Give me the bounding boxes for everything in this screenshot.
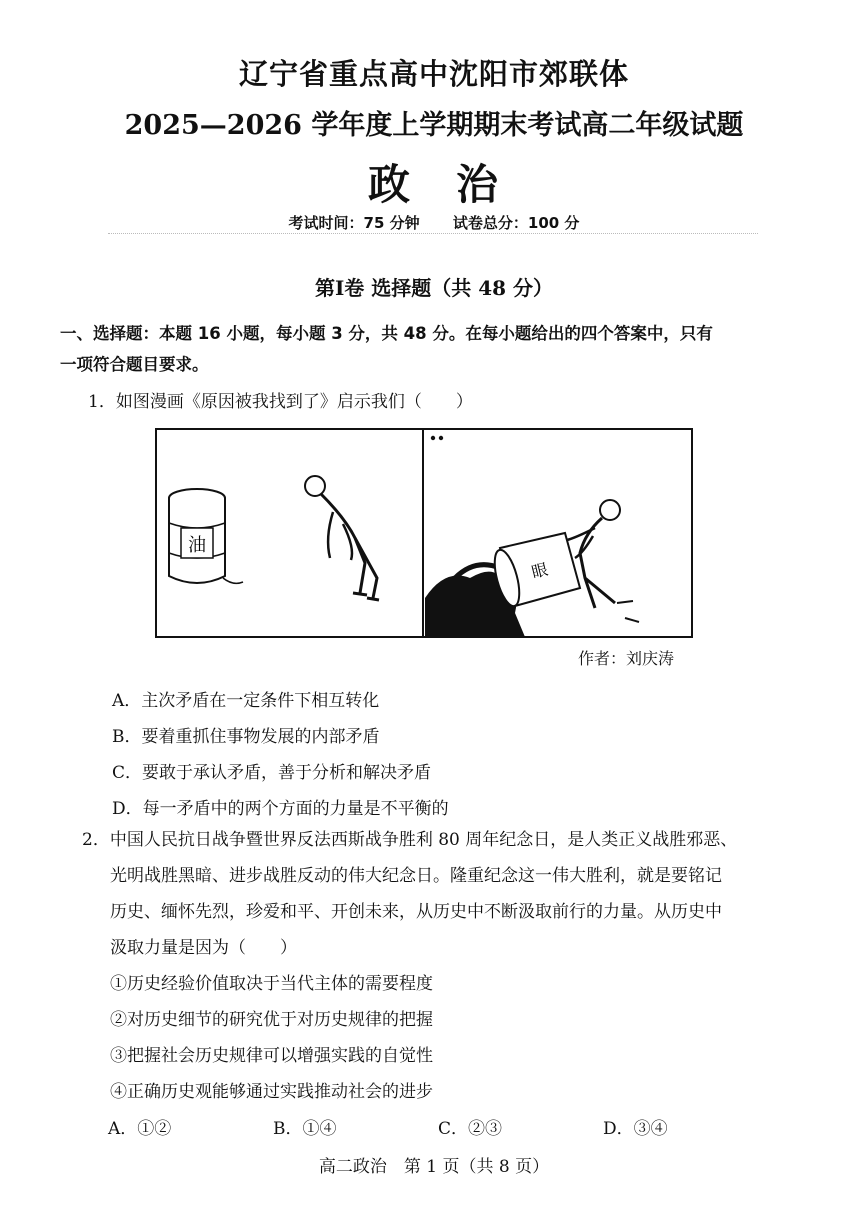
q2-choice-a: A．①② [108, 1119, 172, 1139]
q1-option-c: C．要敢于承认矛盾，善于分析和解决矛盾 [112, 763, 432, 783]
q2-choice-d: D．③④ [603, 1119, 668, 1139]
q1-option-d: D．每一矛盾中的两个方面的力量是不平衡的 [112, 799, 449, 819]
q2-statement-4: ④正确历史观能够通过实践推动社会的进步 [110, 1082, 433, 1102]
subject-title: 政 治 [367, 160, 500, 209]
section-title: 第Ⅰ卷 选择题（共 48 分） [314, 276, 554, 300]
q2-stem-line3: 历史、缅怀先烈，珍爱和平、开创未来，从历史中不断汲取前行的力量。从历史中 [110, 902, 722, 922]
cartoon-figure [155, 428, 693, 638]
instruction-line1: 一、选择题：本题 16 小题，每小题 3 分，共 48 分。在每小题给出的四个答案中，只有 [60, 324, 713, 343]
exam-time: 考试时间：75 分钟 [288, 214, 420, 232]
instruction-line2: 一项符合题目要求。 [60, 355, 209, 374]
barrel-left-label: 油 [188, 535, 206, 556]
exam-title-line2: 2025—2026 学年度上学期期末考试高二年级试题 [124, 110, 744, 141]
page-footer: 高二政治 第 1 页（共 8 页） [318, 1157, 550, 1177]
q2-statement-1: ①历史经验价值取决于当代主体的需要程度 [110, 974, 433, 994]
cartoon-credit: 作者：刘庆涛 [578, 649, 675, 668]
exam-meta [0, 212, 868, 233]
q2-statement-3: ③把握社会历史规律可以增强实践的自觉性 [110, 1046, 433, 1066]
exam-score: 试卷总分：100 分 [452, 214, 580, 232]
q2-choice-c: C．②③ [438, 1119, 503, 1139]
q2-stem-line1: 2．中国人民抗日战争暨世界反法西斯战争胜利 80 周年纪念日，是人类正义战胜邪恶、 [82, 830, 738, 850]
barrel-right-label: 眼 [529, 559, 550, 582]
q2-stem-line2: 光明战胜黑暗、进步战胜反动的伟大纪念日。隆重纪念这一伟大胜利，就是要铭记 [110, 866, 722, 886]
question-2-stem [82, 822, 802, 1110]
q1-option-a: A．主次矛盾在一定条件下相互转化 [112, 691, 380, 711]
q1-option-b: B．要着重抓住事物发展的内部矛盾 [112, 727, 380, 747]
question-1-stem: 1．如图漫画《原因被我找到了》启示我们（ ） [88, 392, 473, 412]
q2-choice-b: B．①④ [273, 1119, 337, 1139]
divider [108, 233, 758, 234]
q2-stem-line4: 汲取力量是因为（ ） [110, 938, 297, 958]
exam-title-line1: 辽宁省重点高中沈阳市郊联体 [238, 57, 629, 91]
q2-statement-2: ②对历史细节的研究优于对历史规律的把握 [110, 1010, 433, 1030]
